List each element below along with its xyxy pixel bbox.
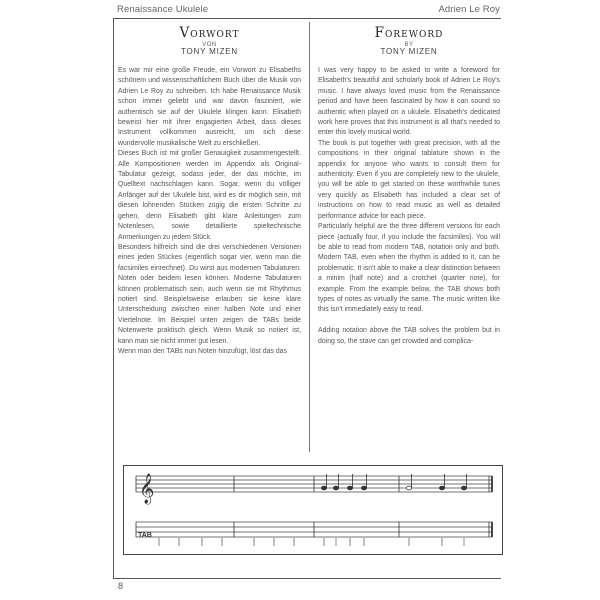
foreword-by-label: BY [404,42,414,48]
vorwort-by-label: VON [202,42,217,48]
music-example [123,465,503,555]
vorwort-title-block [118,25,301,56]
paragraph-gap [318,316,500,326]
foreword-author: TONY MIZEN [380,47,438,56]
vorwort-author: TONY MIZEN [180,47,239,56]
foreword-paragraph: I was very happy to be asked to write a foreword for Elisabeth's beautiful and scholarly book of Adrien Le Roy's music. I have always loved music from the Renaissance period and have been fascinated by how it can sound so authentic when played on a ukulele. Elisabeth's dedicated work here proves that this instrument is all that's needed to enter this lovely musical world. [318,67,500,137]
foreword-text-column [318,66,500,347]
vorwort-paragraph: Wenn man den TABs nun Noten hinzufügt, löst das das [118,347,287,355]
page-number: 8 [118,581,124,591]
notation-notes [321,474,466,490]
tab-clef-label: TAB [138,532,152,539]
vorwort-paragraph: Besonders hilfreich sind die drei verschiedenen Versionen eines jeden Stückes (eigentlich sogar vier, wenn man die facsimiles einrechnet). Du wirst aus modernen Tabulaturen: Noten oder beidem lesen können. Moderne Tabulaturen können problematisch sein, auch wenn sie mit Rhythmus notiert sind. Beispielsweise erlauben sie keine klare Unterscheidung zwischen einer halben Note und einer Viertelnote. Im Beispiel unten zeigen die TABs beide Notenwerte praktisch gleich. Wenn Musik so notiert ist, kann man sie nicht immer gut lesen. [118,243,301,345]
vorwort-paragraph: Dieses Buch ist mit großer Genauigkeit zusammengestellt. Alle Kompositionen werden im Appendix als Original-Tabulatur gezeigt, sodass jeder, der das möchte, im Quelltext nachschlagen kann. Sogar, wenn du völliger Anfänger auf der Ukulele bist, wird es dir möglich sein, mit diesen lohnenden Stücken zügig die ersten Schritte zu gehen, denn Elisabeth gibt klare Anleitungen zum Notenlesen, sowie detaillierte spieltechnische Anmerkungen zu jedem Stück. [118,150,301,241]
foreword-paragraph: The book is put together with great precision, with all the compositions in their original tablature shown in the appendix for anyone who wants to consult them for authenticity. Even if you are completely new to the ukulele, you will be able to get started on these worthwhile tunes very quickly as Elisabeth has included a clear set of instructions on how to read music as well as detailed performance advice for each piece. [318,139,500,220]
notation-and-tab-svg [124,466,502,554]
vorwort-text-column [118,66,301,357]
vorwort-paragraph: Es war mir eine große Freude, ein Vorwort zu Elisabeths schönem und wissenschaftlichem Buch über die Musik von Adrien Le Roy zu schreiben. Ich habe Renaissance Musik schon immer geliebt und war davon fasziniert, wie authentisch sie auf der Ukulele klingen kann. Elisabeth beweist hier mit ihrer engagierten Arbeit, dass dieses Instrument vollkommen ausreicht, um sich diese wundervolle musikalische Welt zu erschließen. [118,67,301,147]
running-header-author: Adrien Le Roy [438,4,500,15]
foreword-title: Foreword [374,25,444,41]
tab-barlines [136,522,492,537]
running-header-title: Renaissance Ukulele [117,4,209,15]
foreword-paragraph: Particularly helpful are the three different versions for each piece (actually four, if you include the facsimiles). You will be able to read from modern TAB, notation only and both. Modern TAB, even when the rhythm is added to it, can be problematic. It isn't able to make a clear distinction between a minim (half note) and a crotchet (quarter note), for example. From the example below, the TAB shows both types of notes as virtually the same. The music written like this isn't immediately easy to read. [318,223,500,314]
tab-rhythm-stems [159,538,464,546]
treble-clef-icon: 𝄞 [139,474,155,504]
column-divider [309,22,310,452]
vorwort-title: Vorwort [179,25,240,41]
foreword-title-block [318,25,500,56]
foreword-paragraph: Adding notation above the TAB solves the problem but in doing so, the stave can get crowded and complica- [318,327,500,345]
footer-rule [113,578,501,579]
page-frame-left [113,18,114,578]
header-rule [113,18,501,19]
